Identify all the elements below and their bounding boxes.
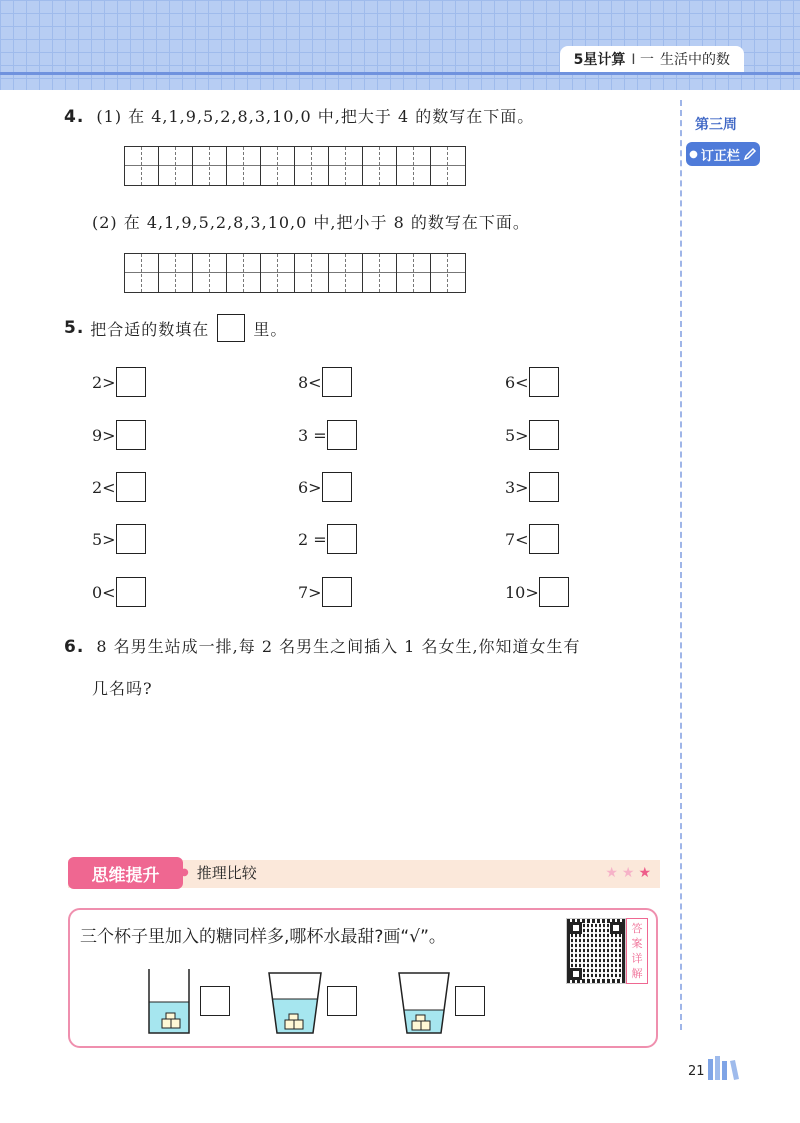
grid-cell[interactable] <box>397 147 414 185</box>
grid-cell[interactable] <box>227 147 244 185</box>
grid-cell[interactable] <box>363 147 380 185</box>
grid-cell[interactable] <box>380 147 397 185</box>
grid-cell[interactable] <box>312 254 329 292</box>
grid-cell[interactable] <box>380 254 397 292</box>
comparison-label: 7> <box>298 582 322 602</box>
cup-wide-top-icon <box>268 972 322 1034</box>
answer-box-cup-3[interactable] <box>455 986 485 1016</box>
comparison-item <box>505 577 569 607</box>
question-text: (2) 在 4,1,9,5,2,8,3,10,0 中,把小于 8 的数写在下面。 <box>92 213 530 232</box>
answer-box[interactable] <box>529 367 559 397</box>
grid-cell[interactable] <box>295 147 312 185</box>
example-box <box>217 314 245 342</box>
comparison-label: 9> <box>92 425 116 445</box>
grid-cell[interactable] <box>176 147 193 185</box>
header-unit-title: 生活中的数 <box>660 52 730 68</box>
answer-box[interactable] <box>116 420 146 450</box>
comparison-item <box>298 420 357 450</box>
comparison-label: 10> <box>505 582 539 602</box>
label-char: 详 <box>631 952 643 965</box>
grid-cell[interactable] <box>244 254 261 292</box>
comparison-label: 3> <box>505 477 529 497</box>
answer-box[interactable] <box>116 577 146 607</box>
answer-box[interactable] <box>116 472 146 502</box>
comparison-label: 2 = <box>298 529 327 549</box>
grid-cell[interactable] <box>278 254 295 292</box>
grid-cell[interactable] <box>448 254 465 292</box>
comparison-item <box>92 524 146 554</box>
header-title-tab <box>560 46 744 72</box>
comparison-label: 6> <box>298 477 322 497</box>
grid-cell[interactable] <box>346 147 363 185</box>
question-number: 4. <box>64 107 85 127</box>
qr-code <box>566 918 626 984</box>
grid-cell[interactable] <box>312 147 329 185</box>
grid-cell[interactable] <box>363 254 380 292</box>
answer-box[interactable] <box>322 472 352 502</box>
grid-cell[interactable] <box>142 254 159 292</box>
question-text-after: 里。 <box>253 319 288 339</box>
question-text: 8 名男生站成一排,每 2 名男生之间插入 1 名女生,你知道女生有 <box>96 637 581 656</box>
answer-box[interactable] <box>529 420 559 450</box>
question-4-part-2 <box>92 210 530 233</box>
writing-grid-2[interactable] <box>124 253 466 293</box>
answer-box[interactable] <box>327 420 357 450</box>
grid-cell[interactable] <box>193 147 210 185</box>
answer-explanation-label <box>626 918 648 984</box>
header-separator: I 一 <box>631 52 654 68</box>
grid-cell[interactable] <box>159 147 176 185</box>
comparison-item <box>505 472 559 502</box>
comparison-label: 5> <box>505 425 529 445</box>
comparison-item <box>92 367 146 397</box>
question-text-before: 把合适的数填在 <box>90 319 210 339</box>
star-icon: ★ <box>621 865 639 881</box>
week-label: 第三周 <box>695 117 737 133</box>
correction-column-label <box>686 142 760 166</box>
comparison-label: 0< <box>92 582 116 602</box>
answer-box[interactable] <box>539 577 569 607</box>
grid-cell[interactable] <box>329 254 346 292</box>
grid-cell[interactable] <box>431 147 448 185</box>
header-rule <box>0 72 800 75</box>
comparison-label: 8< <box>298 372 322 392</box>
question-text: 几名吗? <box>92 679 153 698</box>
comparison-item <box>92 577 146 607</box>
answer-box[interactable] <box>322 367 352 397</box>
question-6-line-2 <box>92 676 153 699</box>
label-char: 案 <box>631 937 643 950</box>
grid-cell[interactable] <box>414 147 431 185</box>
grid-cell[interactable] <box>159 254 176 292</box>
answer-box[interactable] <box>116 367 146 397</box>
answer-box-cup-2[interactable] <box>327 986 357 1016</box>
grid-cell[interactable] <box>278 147 295 185</box>
comparison-item <box>298 524 357 554</box>
comparison-item <box>505 420 559 450</box>
grid-cell[interactable] <box>261 147 278 185</box>
grid-cell[interactable] <box>193 254 210 292</box>
pencil-icon <box>743 147 757 161</box>
grid-cell[interactable] <box>176 254 193 292</box>
comparison-item <box>298 367 352 397</box>
challenge-question: 三个杯子里加入的糖同样多,哪杯水最甜?画“√”。 <box>80 927 446 947</box>
comparison-item <box>92 420 146 450</box>
answer-box[interactable] <box>116 524 146 554</box>
grid-cell[interactable] <box>210 254 227 292</box>
cup-straight-icon <box>148 968 190 1034</box>
grid-cell[interactable] <box>397 254 414 292</box>
comparison-item <box>505 367 559 397</box>
header-brand: 5星计算 <box>573 52 626 68</box>
label-char: 答 <box>631 922 643 935</box>
grid-cell[interactable] <box>125 254 142 292</box>
qr-finder-icon <box>570 968 582 980</box>
bullet-icon: ● <box>180 867 189 878</box>
comparison-label: 3 = <box>298 425 327 445</box>
grid-cell[interactable] <box>261 254 278 292</box>
comparison-item <box>298 577 352 607</box>
question-number: 5. <box>64 318 85 338</box>
grid-cell[interactable] <box>227 254 244 292</box>
star-icon: ★ <box>605 865 622 881</box>
writing-grid-1[interactable] <box>124 146 466 186</box>
grid-cell[interactable] <box>329 147 346 185</box>
grid-cell[interactable] <box>431 254 448 292</box>
difficulty-stars <box>605 865 655 881</box>
margin-divider <box>680 100 682 1030</box>
comparison-item <box>92 472 146 502</box>
grid-cell[interactable] <box>295 254 312 292</box>
answer-box[interactable] <box>322 577 352 607</box>
cup-tapered-icon <box>398 972 450 1034</box>
grid-cell[interactable] <box>346 254 363 292</box>
comparison-item <box>505 524 559 554</box>
question-6-line-1 <box>64 634 581 657</box>
question-4-part-1 <box>64 104 534 127</box>
section-subtitle <box>180 862 257 883</box>
grid-cell[interactable] <box>210 147 227 185</box>
question-text: (1) 在 4,1,9,5,2,8,3,10,0 中,把大于 4 的数写在下面。 <box>96 107 535 126</box>
comparison-label: 7< <box>505 529 529 549</box>
question-number: 6. <box>64 637 85 657</box>
comparison-item <box>298 472 352 502</box>
page-number: 21 <box>688 1064 705 1079</box>
answer-box[interactable] <box>529 524 559 554</box>
qr-finder-icon <box>570 922 582 934</box>
grid-cell[interactable] <box>142 147 159 185</box>
comparison-label: 6< <box>505 372 529 392</box>
grid-cell[interactable] <box>414 254 431 292</box>
label-char: 解 <box>631 967 643 980</box>
comparison-label: 2< <box>92 477 116 497</box>
grid-cell[interactable] <box>244 147 261 185</box>
star-icon: ★ <box>638 865 655 881</box>
grid-cell[interactable] <box>125 147 142 185</box>
books-icon <box>706 1055 742 1081</box>
grid-cell[interactable] <box>448 147 465 185</box>
bullet-icon: ● <box>689 148 698 160</box>
answer-box-cup-1[interactable] <box>200 986 230 1016</box>
section-tag: 思维提升 <box>68 857 183 889</box>
comparison-label: 2> <box>92 372 116 392</box>
correction-label-text: 订正栏 <box>700 148 740 164</box>
comparison-label: 5> <box>92 529 116 549</box>
answer-box[interactable] <box>327 524 357 554</box>
section-subtitle-text: 推理比较 <box>196 864 257 882</box>
question-5-prompt <box>64 314 287 342</box>
answer-box[interactable] <box>529 472 559 502</box>
qr-finder-icon <box>610 922 622 934</box>
header-grid-band <box>0 0 800 90</box>
